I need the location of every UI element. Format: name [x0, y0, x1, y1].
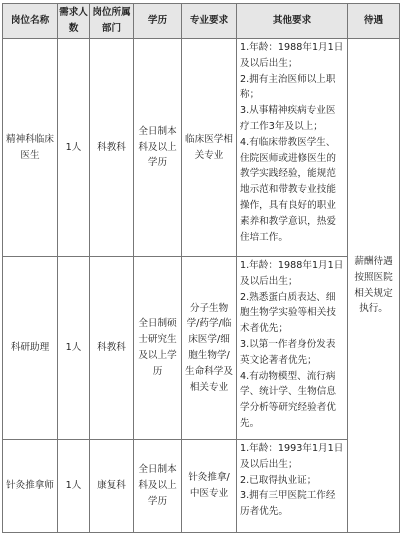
recruitment-table	[2, 3, 400, 533]
header-row	[3, 4, 400, 39]
pay-cell: 薪酬待遇按照医院相关规定执行。	[348, 39, 400, 533]
major-cell: 临床医学相关专业	[182, 39, 237, 257]
requirement-line: 3.以第一作者身份发表英文论著者优先；	[240, 338, 336, 366]
major-cell: 针灸推拿/中医专业	[182, 440, 237, 533]
requirements-cell	[237, 39, 348, 257]
table-row	[3, 39, 400, 257]
header-major: 专业要求	[182, 4, 237, 39]
position-cell: 针灸推拿师	[3, 440, 58, 533]
table-row	[3, 440, 400, 533]
requirement-line: 4.有临床带教医学生、住院医师或进修医生的教学实践经验，能规范地示范和带教专业技能操作，具有良好的职业素养和教学意识，热爱住培工作。	[240, 136, 336, 243]
major-cell: 分子生物学/药学/临床医学/细胞生物学/生命科学及相关专业	[182, 257, 237, 440]
requirement-line: 2.熟悉蛋白质表达、细胞生物学实验等相关技术者优先；	[240, 291, 336, 335]
count-cell: 1人	[58, 257, 90, 440]
header-education: 学历	[134, 4, 182, 39]
header-requirements: 其他要求	[237, 4, 348, 39]
dept-cell: 科教科	[90, 257, 134, 440]
header-dept: 岗位所属部门	[90, 4, 134, 39]
header-pay: 待遇	[348, 4, 400, 39]
header-position: 岗位名称	[3, 4, 58, 39]
requirement-line: 1.年龄：1988年1月1日及以后出生；	[240, 260, 344, 287]
requirement-line: 2.已取得执业证；	[240, 474, 317, 486]
education-cell: 全日制硕士研究生及以上学历	[134, 257, 182, 440]
count-cell: 1人	[58, 39, 90, 257]
dept-cell: 康复科	[90, 440, 134, 533]
requirement-line: 1.年龄：1988年1月1日及以后出生；	[240, 42, 344, 69]
header-count: 需求人数	[58, 4, 90, 39]
table-row	[3, 257, 400, 440]
dept-cell: 科教科	[90, 39, 134, 257]
education-cell: 全日制本科及以上学历	[134, 440, 182, 533]
position-cell: 精神科临床医生	[3, 39, 58, 257]
requirements-cell	[237, 257, 348, 440]
count-cell: 1人	[58, 440, 90, 533]
requirement-line: 3.从事精神疾病专业医疗工作3年及以上；	[240, 105, 336, 132]
requirement-line: 1.年龄：1993年1月1日及以后出生；	[240, 443, 344, 470]
requirements-cell	[237, 440, 348, 533]
requirement-line: 2.拥有主治医师以上职称；	[240, 73, 336, 101]
requirement-line: 4.有动物模型、流行病学、统计学、生物信息学分析等研究经验者优先。	[240, 370, 336, 429]
position-cell: 科研助理	[3, 257, 58, 440]
education-cell: 全日制本科及以上学历	[134, 39, 182, 257]
requirement-line: 3.拥有三甲医院工作经历者优先。	[240, 490, 336, 518]
